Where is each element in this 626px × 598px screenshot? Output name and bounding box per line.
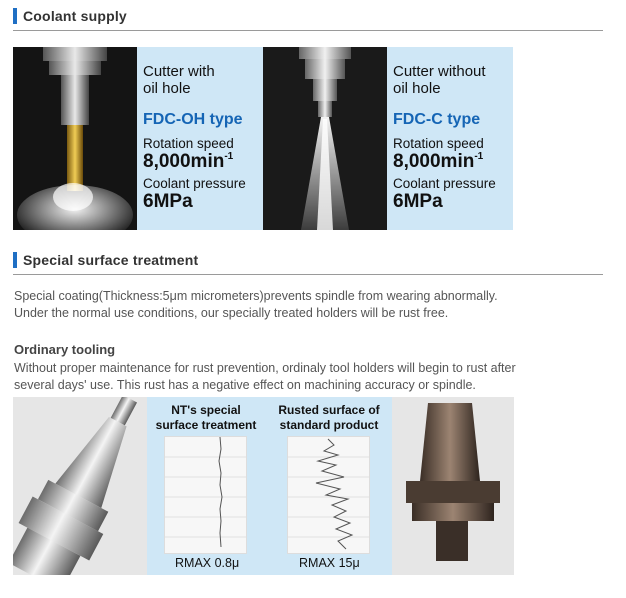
coolant-section-title: Coolant supply bbox=[23, 8, 127, 24]
surface-comparison-figure bbox=[13, 397, 514, 575]
treated-roughness-trace bbox=[164, 436, 247, 554]
panel-caption-line1: Cutter with bbox=[143, 63, 215, 80]
rotation-speed-value: $8,000\min^{-1}$ bbox=[143, 151, 234, 172]
panel-caption-line1: Cutter without bbox=[393, 63, 486, 80]
panel-caption-line2: oil hole bbox=[393, 80, 441, 97]
treated-caption: NT's special surface treatment bbox=[155, 403, 257, 432]
coolant-pressure-label: Coolant pressure bbox=[393, 176, 496, 191]
coating-description: Special coating(Thickness:5μm micrometers)prevents spindle from wearing abnormally. Under the normal use conditions, our specially treated holders will be rust free. bbox=[14, 289, 498, 320]
cutter-without-oil-hole-photo bbox=[263, 47, 387, 230]
roughness-comparison-panel bbox=[147, 397, 392, 575]
rusted-roughness-trace bbox=[287, 436, 370, 554]
panel-caption-line2: oil hole bbox=[143, 80, 191, 97]
rotation-speed-value: $8,000\min^{-1}$ bbox=[393, 151, 484, 172]
coolant-pressure-value: 6MPa bbox=[143, 191, 193, 212]
surface-section-heading bbox=[13, 247, 603, 275]
coolant-pressure-label: Coolant pressure bbox=[143, 176, 246, 191]
ordinary-tooling-heading: Ordinary tooling bbox=[14, 342, 116, 357]
rusted-rmax-value: RMAX 15μ bbox=[299, 556, 360, 570]
coolant-info-oh bbox=[137, 47, 263, 230]
cutter-with-oil-hole-photo bbox=[13, 47, 137, 230]
rotation-speed-label: Rotation speed bbox=[393, 136, 484, 151]
cutter-type-label: FDC-C type bbox=[393, 111, 481, 128]
coolant-pressure-value: 6MPa bbox=[393, 191, 443, 212]
rusted-holder-photo bbox=[392, 397, 514, 575]
coolant-panel-oh bbox=[13, 47, 263, 230]
rotation-speed-unit: -1 bbox=[474, 151, 484, 162]
ordinary-tooling-description: Without proper maintenance for rust prevention, ordinaly tool holders will begin to rust after several days' use. This rust has a negative effect on machining accuracy or spindle. bbox=[14, 361, 516, 392]
coolant-section-heading bbox=[13, 3, 603, 31]
coolant-info-c bbox=[387, 47, 513, 230]
rusted-caption: Rusted surface of standard product bbox=[278, 403, 380, 432]
surface-section-title: Special surface treatment bbox=[23, 252, 199, 268]
treated-rmax-value: RMAX 0.8μ bbox=[175, 556, 240, 570]
rotation-speed-label: Rotation speed bbox=[143, 136, 234, 151]
heading-accent-bar bbox=[13, 8, 17, 24]
coolant-panel-c bbox=[263, 47, 513, 230]
treated-holder-photo bbox=[13, 397, 147, 575]
rotation-speed-unit: -1 bbox=[224, 151, 234, 162]
cutter-type-label: FDC-OH type bbox=[143, 111, 243, 128]
heading-accent-bar bbox=[13, 252, 17, 268]
